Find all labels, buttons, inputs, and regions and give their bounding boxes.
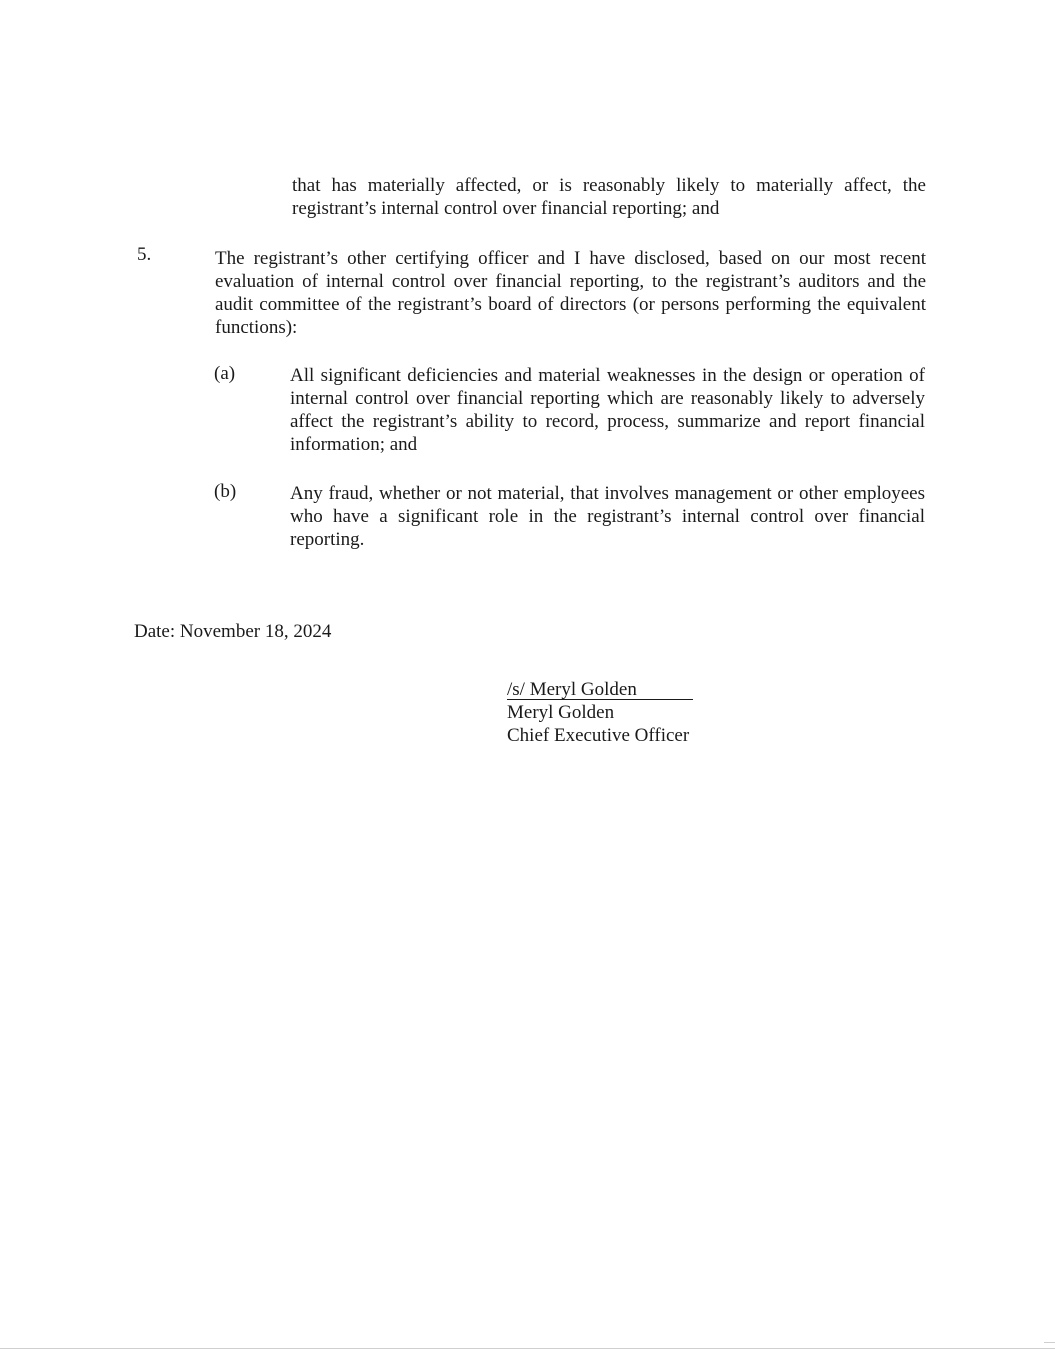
subitem-b-paragraph: Any fraud, whether or not material, that involves management or other employees who have a significant role in the registrant’s internal control over financial reporting. xyxy=(290,483,925,550)
signature-block xyxy=(507,678,693,747)
signer-name: Meryl Golden xyxy=(507,702,615,723)
item-5-paragraph: The registrant’s other certifying officer and I have disclosed, based on our most recent evaluation of internal control over financial reporting, to the registrant’s auditors and the audit committee of the registrant’s board of directors (or persons performing the equivalent functions): xyxy=(215,248,926,338)
subitem-label-a: (a) xyxy=(214,363,236,384)
signer-title: Chief Executive Officer xyxy=(507,725,690,746)
signature-line: /s/ Meryl Golden xyxy=(507,680,693,700)
scan-edge-mark xyxy=(1044,1342,1055,1343)
subitem-label-b: (b) xyxy=(214,481,237,502)
continuation-paragraph: that has materially affected, or is reasonably likely to materially affect, the registrant’s internal control over financial reporting; and xyxy=(292,175,926,219)
scan-edge-line xyxy=(0,1348,1055,1349)
item-number: 5. xyxy=(137,244,152,265)
date-line: Date: November 18, 2024 xyxy=(134,621,332,642)
subitem-a-paragraph: All significant deficiencies and material weaknesses in the design or operation of internal control over financial reporting which are reasonably likely to adversely affect the registrant’s ability to record, process, summarize and report financial information; and xyxy=(290,365,925,455)
